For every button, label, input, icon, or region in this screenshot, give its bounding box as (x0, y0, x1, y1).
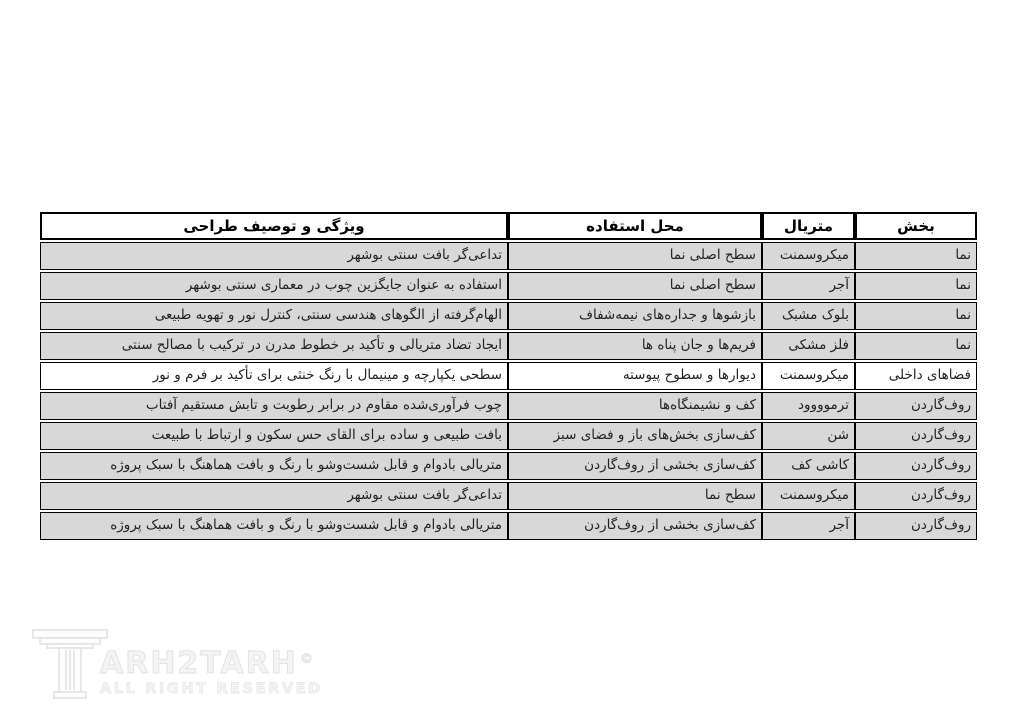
table-cell-section: نما (855, 272, 977, 300)
table-cell-usage: فریم‌ها و جان پناه ها (508, 332, 762, 360)
column-header-usage: محل استفاده (508, 212, 762, 240)
table-cell-description: چوب فرآوری‌شده مقاوم در برابر رطوبت و تابش مستقیم آفتاب (40, 392, 508, 420)
watermark-tagline: ALL RIGHT RESERVED (100, 681, 323, 697)
table-cell-material: میکروسمنت (762, 482, 855, 510)
table-cell-section: روف‌گاردن (855, 392, 977, 420)
table-cell-usage: بازشوها و جداره‌های نیمه‌شفاف (508, 302, 762, 330)
table-cell-description: الهام‌گرفته از الگوهای هندسی سنتی، کنترل نور و تهویه طبیعی (40, 302, 508, 330)
table-cell-description: تداعی‌گر بافت سنتی بوشهر (40, 482, 508, 510)
table-cell-description: متریالی بادوام و قابل شست‌وشو با رنگ و بافت هماهنگ با سبک پروژه (40, 512, 508, 540)
table-row (40, 452, 977, 480)
table-cell-usage: کف‌سازی بخشی از روف‌گاردن (508, 512, 762, 540)
table-cell-section: روف‌گاردن (855, 452, 977, 480)
table-body (40, 242, 977, 540)
table-cell-material: میکروسمنت (762, 362, 855, 390)
table-cell-section: روف‌گاردن (855, 512, 977, 540)
table-row (40, 302, 977, 330)
table-cell-material: بلوک مشبک (762, 302, 855, 330)
table-cell-material: فلز مشکی (762, 332, 855, 360)
table-cell-usage: کف‌سازی بخش‌های باز و فضای سبز (508, 422, 762, 450)
table-row (40, 362, 977, 390)
table-cell-material: ترموووود (762, 392, 855, 420)
watermark-brand: ARH2TARH (100, 646, 298, 681)
watermark-text-block (100, 622, 323, 697)
materials-table (40, 210, 977, 542)
table-cell-usage: سطح اصلی نما (508, 242, 762, 270)
column-header-material: متریال (762, 212, 855, 240)
table-row (40, 512, 977, 540)
table-row (40, 482, 977, 510)
table-cell-material: شن (762, 422, 855, 450)
table-row (40, 422, 977, 450)
table-cell-description: متریالی بادوام و قابل شست‌وشو با رنگ و بافت هماهنگ با سبک پروژه (40, 452, 508, 480)
table-header-row (40, 212, 977, 240)
table-cell-material: میکروسمنت (762, 242, 855, 270)
table-cell-description: سطحی یکپارچه و مینیمال با رنگ خنثی برای تأکید بر فرم و نور (40, 362, 508, 390)
watermark-logo (30, 622, 323, 700)
table-cell-usage: سطح نما (508, 482, 762, 510)
table-cell-material: کاشی کف (762, 452, 855, 480)
table-cell-description: بافت طبیعی و ساده برای القای حس سکون و ارتباط با طبیعت (40, 422, 508, 450)
table-cell-usage: کف و نشیمنگاه‌ها (508, 392, 762, 420)
table-cell-material: آجر (762, 272, 855, 300)
table-cell-section: نما (855, 302, 977, 330)
table-cell-usage: دیوارها و سطوح پیوسته (508, 362, 762, 390)
table-cell-section: فضاهای داخلی (855, 362, 977, 390)
table-cell-description: تداعی‌گر بافت سنتی بوشهر (40, 242, 508, 270)
table-cell-material: آجر (762, 512, 855, 540)
column-header-description: ویژگی و توصیف طراحی (40, 212, 508, 240)
table-row (40, 392, 977, 420)
table-row (40, 332, 977, 360)
table-cell-usage: سطح اصلی نما (508, 272, 762, 300)
column-header-section: بخش (855, 212, 977, 240)
table-row (40, 242, 977, 270)
table-cell-usage: کف‌سازی بخشی از روف‌گاردن (508, 452, 762, 480)
table-row (40, 272, 977, 300)
table-cell-description: ایجاد تضاد متریالی و تأکید بر خطوط مدرن در ترکیب با مصالح سنتی (40, 332, 508, 360)
table-cell-section: روف‌گاردن (855, 422, 977, 450)
table-cell-section: نما (855, 332, 977, 360)
table-cell-description: استفاده به عنوان جایگزین چوب در معماری سنتی بوشهر (40, 272, 508, 300)
table-cell-section: روف‌گاردن (855, 482, 977, 510)
copyright-icon: © (299, 652, 313, 667)
table-cell-section: نما (855, 242, 977, 270)
